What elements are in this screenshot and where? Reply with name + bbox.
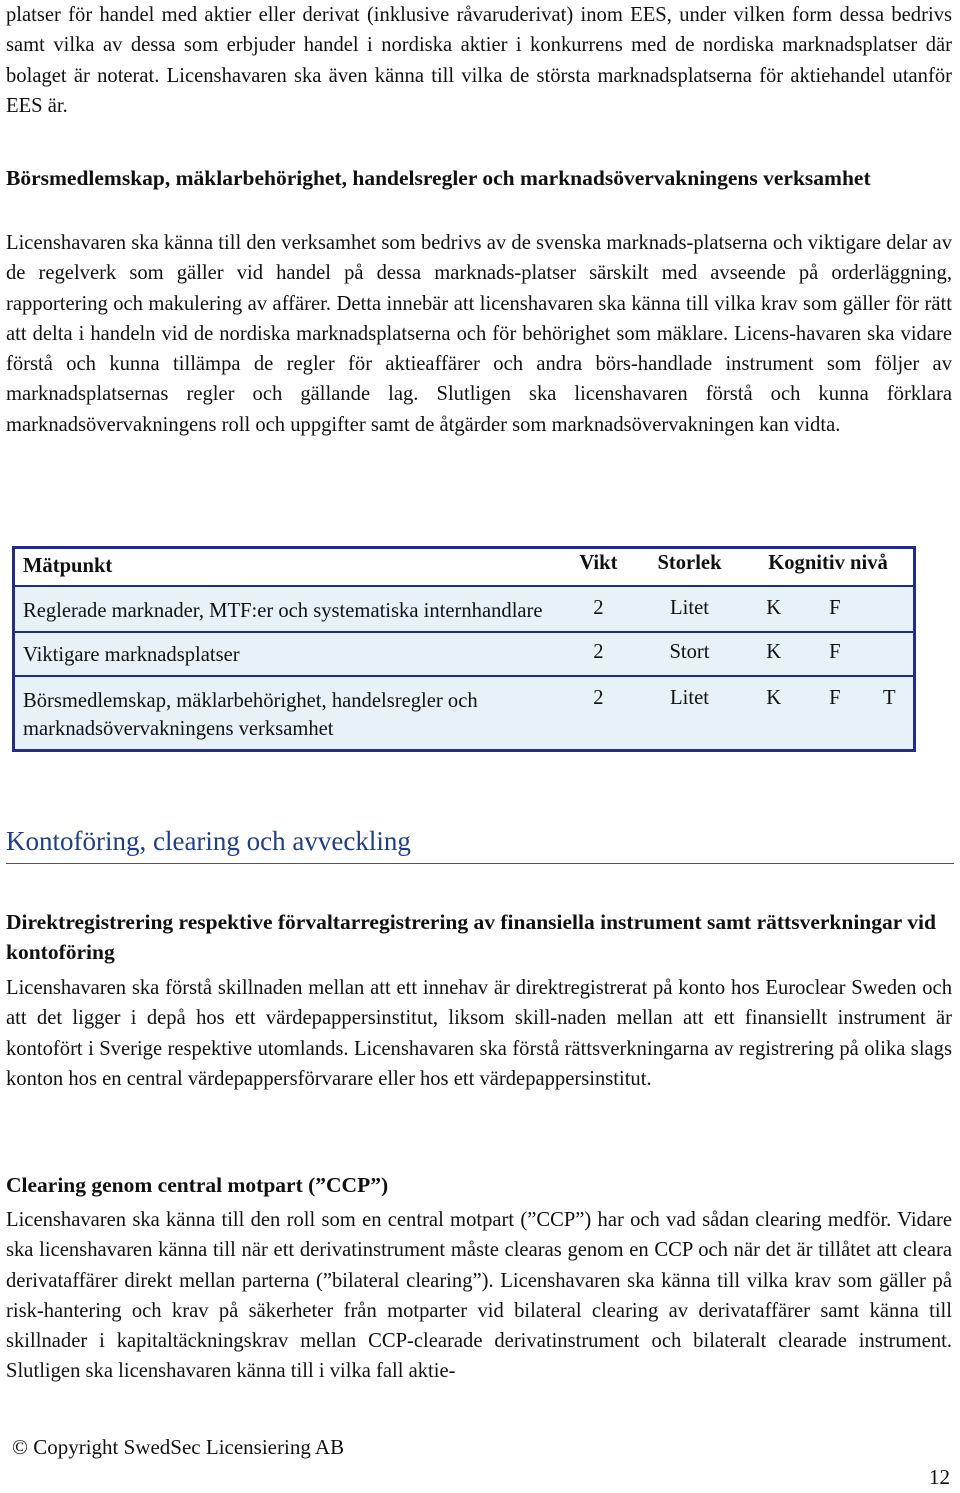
cell-kognitiv-t [866, 586, 915, 632]
page-number: 12 [929, 1465, 950, 1489]
table-row [14, 632, 915, 676]
table-header-row [14, 548, 915, 587]
section-heading-clearing: Clearing genom central motpart (”CCP”) [6, 1173, 389, 1197]
cell-vikt: 2 [561, 586, 636, 632]
header-matpunkt: Mätpunkt [14, 548, 561, 587]
cell-matpunkt: Reglerade marknader, MTF:er och systematiska internhandlare [14, 586, 561, 632]
section-heading-direktregistrering: Direktregistrering respektive förvaltarregistrering av finansiella instrument samt rättsverkningar vid kontoföring [6, 910, 936, 964]
cell-kognitiv-k: K [743, 632, 804, 676]
intro-paragraph: platser för handel med aktier eller derivat (inklusive råvaruderivat) inom EES, under vilken form dessa bedrivs samt vilka av dessa som erbjuder handel i nordiska aktier i konkurrens med de nordiska marknadsplatser där bolaget är noterat. Licenshavaren ska även känna till vilka de största marknadsplatserna för aktiehandel utanför EES är. [6, 4, 952, 117]
cell-vikt: 2 [561, 676, 636, 751]
cell-vikt: 2 [561, 632, 636, 676]
cell-kognitiv-t: T [866, 676, 915, 751]
copyright-footer: © Copyright SwedSec Licensiering AB [12, 1435, 345, 1459]
section-title: Kontoföring, clearing och avveckling [6, 826, 954, 864]
cell-matpunkt: Börsmedlemskap, mäklarbehörighet, handelsregler och marknadsövervakningens verksamhet [14, 676, 561, 751]
cell-kognitiv-f: F [804, 632, 865, 676]
cell-kognitiv-t [866, 632, 915, 676]
cell-kognitiv-k: K [743, 586, 804, 632]
paragraph-clearing: Licenshavaren ska känna till den roll som en central motpart (”CCP”) har och vad sådan clearing medför. Vidare ska licenshavaren känna till när ett derivatinstrument måste clearas genom en CCP och när det är tillåtet att cleara derivataffärer direkt mellan parterna (”bilateral clearing”). Licenshavaren ska känna till vilka krav som gäller på risk-hantering och krav på säkerheter från motparter vid bilateral clearing av derivataffärer samt känna till skillnader i kapitaltäckningskrav mellan CCP-clearade derivatinstrument och bilateralt clearade instrument. Slutligen ska licenshavaren känna till i vilka fall aktie- [6, 1209, 952, 1383]
cell-kognitiv-k: K [743, 676, 804, 751]
cell-kognitiv-f: F [804, 676, 865, 751]
paragraph-borsmedlemskap: Licenshavaren ska känna till den verksamhet som bedrivs av de svenska marknads-platserna och viktigare delar av de regelverk som gäller vid handel på dessa marknads-platser särskilt med avseende på orderläggning, rapportering och makulering av affärer. Detta innebär att licenshavaren ska känna till vilka krav som gäller för rätt att delta i handeln vid de nordiska marknadsplatserna och för behörighet som mäklare. Licens-havaren ska vidare förstå och kunna tillämpa de regler för aktieaffärer och andra börs-handlade instrument som följer av marknadsplatsernas regler och gällande lag. Slutligen ska licenshavaren förstå och kunna förklara marknadsövervakningens roll och uppgifter samt de åtgärder som marknadsövervakningen kan vidta. [6, 232, 952, 436]
cell-matpunkt: Viktigare marknadsplatser [14, 632, 561, 676]
cell-storlek: Litet [636, 676, 743, 751]
table-row [14, 676, 915, 751]
header-kognitiv-niva: Kognitiv nivå [743, 548, 914, 587]
cell-kognitiv-f: F [804, 586, 865, 632]
header-storlek: Storlek [636, 548, 743, 587]
header-vikt: Vikt [561, 548, 636, 587]
matpunkt-table [12, 546, 916, 752]
cell-storlek: Stort [636, 632, 743, 676]
paragraph-direktregistrering: Licenshavaren ska förstå skillnaden mellan att ett innehav är direktregistrerat på konto hos Euroclear Sweden och att det ligger i depå hos ett värdepappersinstitut, liksom skill-naden mellan att ett finansiellt instrument är kontofört i Sverige respektive utomlands. Licenshavaren ska förstå rättsverkningarna av registrering på olika slags konton hos en central värdepappersförvarare eller hos ett värdepappersinstitut. [6, 977, 952, 1090]
section-heading-borsmedlemskap: Börsmedlemskap, mäklarbehörighet, handelsregler och marknadsövervakningens verksamhet [6, 166, 871, 190]
table-row [14, 586, 915, 632]
cell-storlek: Litet [636, 586, 743, 632]
